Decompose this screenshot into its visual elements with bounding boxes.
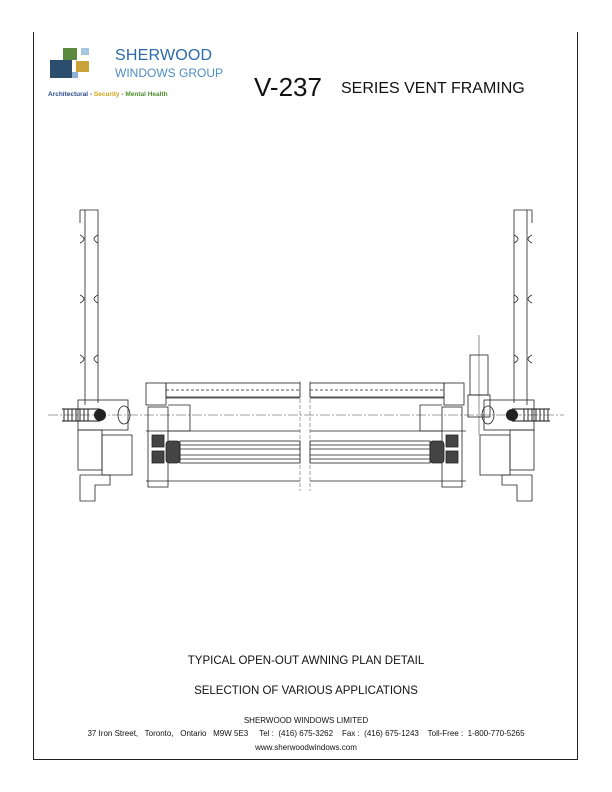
tagline-architectural: Architectural (48, 91, 89, 98)
company-name: SHERWOOD WINDOWS LIMITED (243, 716, 369, 725)
tagline-mental-health: Mental Health (125, 91, 168, 98)
model-number: V-237 (254, 72, 322, 102)
detail-caption: TYPICAL OPEN-OUT AWNING PLAN DETAIL (187, 655, 425, 667)
company-website: www.sherwoodwindows.com (255, 743, 357, 752)
tagline (48, 91, 168, 98)
applications-caption: SELECTION OF VARIOUS APPLICATIONS (194, 685, 418, 697)
tagline-separator: - (119, 91, 126, 98)
brand-subtitle: WINDOWS GROUP (115, 66, 223, 80)
tagline-separator: - (88, 91, 94, 98)
company-address: 37 Iron Street, Toronto, Ontario M9W 5E3 Tel : (416) 675-3262 Fax : (416) 675-1243 Toll-Free : 1-800-770-5265 (87, 729, 525, 738)
plan-detail-drawing (40, 195, 572, 525)
brand-name: SHERWOOD (115, 47, 213, 64)
tagline-security: Security (93, 91, 120, 98)
series-title: SERIES VENT FRAMING (341, 80, 525, 97)
